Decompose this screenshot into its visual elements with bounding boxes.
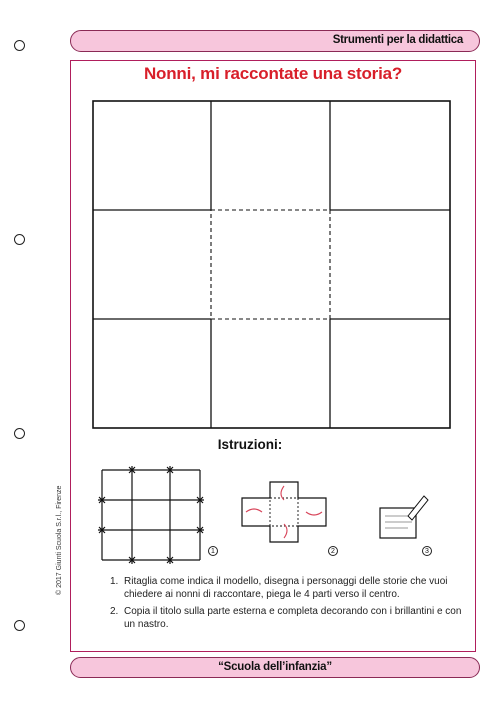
binder-hole-upper-middle <box>14 234 25 245</box>
header-tab <box>70 30 480 52</box>
diagram-3-finished-booklet <box>380 496 428 538</box>
instruction-step <box>110 576 465 601</box>
instruction-step <box>110 606 465 631</box>
cut-marks <box>99 467 203 563</box>
copyright-notice: © 2017 Giunti Scuola S.r.l., Firenze <box>56 485 63 595</box>
step-number: 1. <box>110 576 119 587</box>
figure-number-2: 2 <box>328 546 338 556</box>
page-title: Nonni, mi raccontate una storia? <box>143 64 403 83</box>
step-number: 2. <box>110 606 119 617</box>
header-label: Strumenti per la didattica <box>332 34 463 46</box>
figure-number-1: 1 <box>208 546 218 556</box>
grid-outer-border <box>93 101 450 428</box>
instruction-diagrams <box>90 460 440 570</box>
cutout-grid <box>92 100 452 430</box>
fold-arrows <box>246 486 322 538</box>
instruction-steps <box>110 576 465 636</box>
binder-hole-bottom <box>14 620 25 631</box>
step-text: Ritaglia come indica il modello, disegna i personaggi delle storie che vuoi chiedere ai nonni di raccontare, piega le 4 parti verso il centro. <box>124 576 448 600</box>
instructions-heading: Istruzioni: <box>217 437 283 452</box>
step-text: Copia il titolo sulla parte esterna e completa decorando con i brillantini e con un nastro. <box>124 606 462 630</box>
diagram-1-cut-grid <box>98 466 204 564</box>
diagram-2-folded-cross <box>242 482 326 542</box>
figure-number-3: 3 <box>422 546 432 556</box>
grid-center-fold-lines <box>211 210 330 319</box>
footer-tab: “Scuola dell’infanzia” <box>70 657 480 678</box>
binder-hole-top <box>14 40 25 51</box>
